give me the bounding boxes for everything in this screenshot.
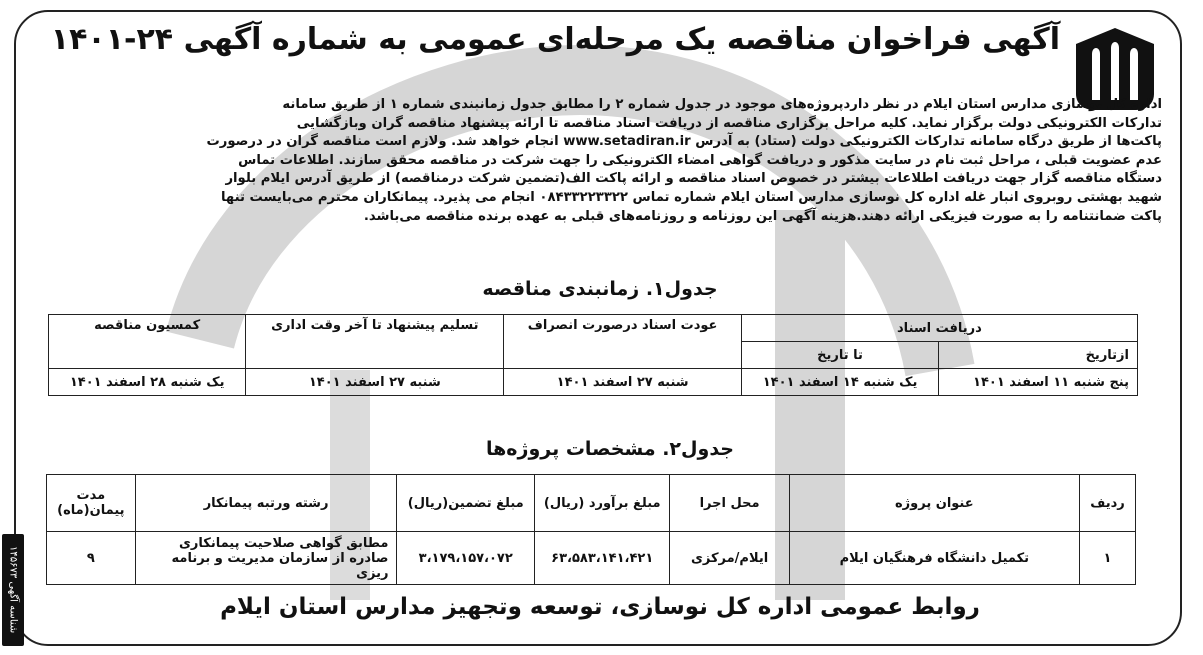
header-from-date: ازتاریخ <box>939 342 1138 369</box>
header-row-no: ردیف <box>1079 475 1135 532</box>
cell-duration: ۹ <box>47 532 136 585</box>
header-to-date: تا تاریخ <box>741 342 938 369</box>
header-guarantee: مبلغ تضمین(ریال) <box>397 475 535 532</box>
table-row <box>49 369 1138 396</box>
header-field-rank: رشته ورتبه پیمانکار <box>135 475 397 532</box>
cell-guarantee: ۳،۱۷۹،۱۵۷،۰۷۲ <box>397 532 535 585</box>
cell-return-docs: شنبه ۲۷ اسفند ۱۴۰۱ <box>504 369 742 396</box>
projects-table <box>46 474 1136 585</box>
body-line: تدارکات الکترونیکی دولت برگزار نماید. کلیه مراحل برگزاری مناقصه از دریافت اسناد مناقصه تا ارائه پیشنهاد مناقصه گران وبازگشایی <box>296 115 1162 131</box>
cell-commission: یک شنبه ۲۸ اسفند ۱۴۰۱ <box>49 369 246 396</box>
header-estimate: مبلغ برآورد (ریال) <box>534 475 669 532</box>
header-commission: کمسیون مناقصه <box>49 315 246 369</box>
header-receive-docs: دریافت اسناد <box>741 315 1137 342</box>
cell-row-no: ۱ <box>1079 532 1135 585</box>
cell-estimate: ۶۳،۵۸۳،۱۴۱،۴۲۱ <box>534 532 669 585</box>
body-line: اداره کل نوسازی مدارس استان ایلام در نظر داردپروژه‌های موجود در جدول شماره ۲ را مطابق جدول زمانبندی شماره ۱ از طریق سامانه <box>282 97 1162 112</box>
notice-body <box>34 96 1162 226</box>
schedule-table-title: جدول۱. زمانبندی مناقصه <box>482 278 718 300</box>
schedule-table <box>48 314 1138 396</box>
body-line: دستگاه مناقصه گزار جهت دریافت اطلاعات بیشتر در خصوص اسناد مناقصه و ارائه پاکت الف(تضمین شرکت درمناقصه) از طریق آدرس ایلام بلوار <box>225 171 1162 187</box>
body-line: شهید بهشتی روبروی انبار غله اداره کل نوسازی مدارس استان ایلام شماره تماس ۰۸۴۳۳۲۲۳۳۲۲ انجام می پذیرد. پیمانکاران محترم می‌بایست تنها <box>220 189 1162 205</box>
header-project-title: عنوان پروژه <box>789 475 1079 532</box>
body-line: عدم عضویت قبلی ، مراحل ثبت نام در سایت مذکور و دریافت گواهی امضاء الکترونیکی را جهت شرکت در مناقصه محقق سازند. اطلاعات تماس <box>238 152 1162 168</box>
cell-to-date: یک شنبه ۱۴ اسفند ۱۴۰۱ <box>741 369 938 396</box>
page-title: آگهی فراخوان مناقصه یک مرحله‌ای عمومی به شماره آگهی ۲۴-۱۴۰۱ <box>50 22 1060 57</box>
ad-id-tag <box>2 534 24 646</box>
header-return-docs: عودت اسناد درصورت انصراف <box>504 315 742 369</box>
body-line: پاکت ضمانتنامه را به صورت فیزیکی ارائه دهند.هزینه آگهی این روزنامه و روزنامه‌های قبلی به عهده برنده مناقصه می‌باشد. <box>363 208 1162 224</box>
ad-id-text: شناسه آگهی ۱۴۵۶۷۳ <box>7 546 19 634</box>
header-duration: مدت پیمان(ماه) <box>47 475 136 532</box>
table-row <box>47 532 1136 585</box>
cell-submit: شنبه ۲۷ اسفند ۱۴۰۱ <box>246 369 504 396</box>
projects-table-title: جدول۲. مشخصات پروژه‌ها <box>486 438 734 460</box>
cell-project-title: تکمیل دانشگاه فرهنگیان ایلام <box>789 532 1079 585</box>
header-location: محل اجرا <box>670 475 789 532</box>
header-submit: تسلیم پیشنهاد تا آخر وقت اداری <box>246 315 504 369</box>
cell-location: ایلام/مرکزی <box>670 532 789 585</box>
cell-field-rank: مطابق گواهی صلاحیت پیمانکاری صادره از سازمان مدیریت و برنامه ریزی <box>135 532 397 585</box>
cell-from-date: پنج شنبه ۱۱ اسفند ۱۴۰۱ <box>939 369 1138 396</box>
footer-publisher: روابط عمومی اداره کل نوسازی، توسعه وتجهیز مدارس استان ایلام <box>220 594 980 620</box>
body-line: پاکت‌ها از طریق درگاه سامانه تدارکات الکترونیکی دولت (ستاد) به آدرس www.setadiran.ir انجام خواهد شد. ولازم است مناقصه گران در درصورت <box>206 134 1162 150</box>
